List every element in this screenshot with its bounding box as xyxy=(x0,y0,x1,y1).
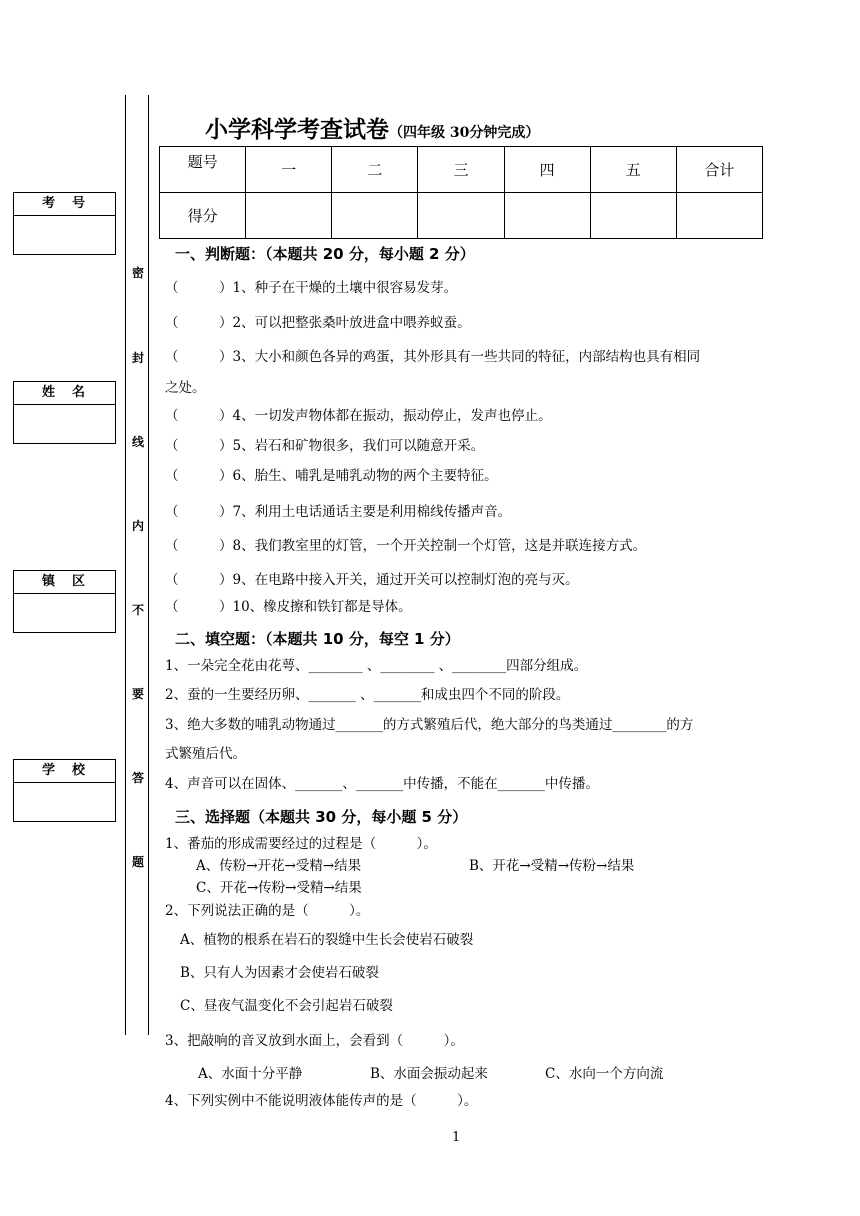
fill-item: 2、蚕的一生要经历卵、_______ 、_______和成虫四个不同的阶段。 xyxy=(165,687,570,703)
score-cell[interactable] xyxy=(504,193,590,239)
seal-char: 内 xyxy=(131,519,144,533)
exam-number-label: 考 号 xyxy=(14,193,115,216)
title-sub: （四年级 30分钟完成） xyxy=(389,125,540,141)
choice-option[interactable]: B、只有人为因素才会使岩石破裂 xyxy=(180,965,379,981)
section3-heading: 三、选择题（本题共 30 分，每小题 5 分） xyxy=(175,808,468,826)
seal-char: 密 xyxy=(131,266,144,280)
seal-char: 题 xyxy=(131,855,144,869)
score-header-cell: 题号 xyxy=(160,147,246,193)
name-label: 姓 名 xyxy=(14,382,115,405)
judge-item: （ ）8、我们教室里的灯管，一个开关控制一个灯管，这是并联连接方式。 xyxy=(165,538,647,554)
choice-option[interactable]: B、开花→受精→传粉→结果 xyxy=(469,858,635,874)
score-header-cell: 五 xyxy=(590,147,676,193)
section2-heading: 二、填空题：（本题共 10 分，每空 1 分） xyxy=(175,630,460,648)
seal-char: 不 xyxy=(131,603,144,617)
seal-char: 封 xyxy=(131,351,144,365)
seal-char: 线 xyxy=(131,435,144,449)
seal-char: 要 xyxy=(131,687,144,701)
choice-option[interactable]: C、开花→传粉→受精→结果 xyxy=(196,880,362,896)
judge-item: （ ）6、胎生、哺乳是哺乳动物的两个主要特征。 xyxy=(165,468,498,484)
choice-question-stem: 1、番茄的形成需要经过的过程是（ ）。 xyxy=(165,836,437,852)
school-label: 学 校 xyxy=(14,760,115,783)
district-label: 镇 区 xyxy=(14,571,115,594)
choice-question-stem: 2、下列说法正确的是（ ）。 xyxy=(165,903,370,919)
binding-line-outer xyxy=(125,95,126,1035)
score-row-label: 得分 xyxy=(160,193,246,239)
fill-item: 3、绝大多数的哺乳动物通过_______的方式繁殖后代，绝大部分的鸟类通过________的方 xyxy=(165,717,694,733)
score-cell[interactable] xyxy=(418,193,504,239)
exam-number-field[interactable] xyxy=(14,216,115,254)
page-number: 1 xyxy=(452,1130,461,1145)
score-header-cell: 四 xyxy=(504,147,590,193)
page-title xyxy=(205,111,539,144)
score-header-cell: 二 xyxy=(332,147,418,193)
judge-item: （ ）10、橡皮擦和铁钉都是导体。 xyxy=(165,599,412,615)
name-field[interactable] xyxy=(14,405,115,443)
title-main: 小学科学考查试卷 xyxy=(205,116,389,143)
choice-option[interactable]: B、水面会振动起来 xyxy=(370,1066,488,1082)
judge-item: （ ）9、在电路中接入开关，通过开关可以控制灯泡的亮与灭。 xyxy=(165,572,579,588)
judge-item: （ ）4、一切发声物体都在振动，振动停止，发声也停止。 xyxy=(165,408,552,424)
district-box xyxy=(13,570,116,633)
score-header-cell: 合计 xyxy=(676,147,762,193)
seal-char: 答 xyxy=(131,771,144,785)
score-cell[interactable] xyxy=(246,193,332,239)
score-header-cell: 三 xyxy=(418,147,504,193)
section1-heading: 一、判断题：（本题共 20 分，每小题 2 分） xyxy=(175,245,475,263)
school-field[interactable] xyxy=(14,783,115,821)
judge-item: （ ）7、利用土电话通话主要是利用棉线传播声音。 xyxy=(165,504,512,520)
choice-option[interactable]: A、传粉→开花→受精→结果 xyxy=(196,858,362,874)
judge-item: （ ）5、岩石和矿物很多，我们可以随意开采。 xyxy=(165,438,485,454)
judge-item: （ ）3、大小和颜色各异的鸡蛋，其外形具有一些共同的特征，内部结构也具有相同 xyxy=(165,349,701,365)
judge-item: （ ）2、可以把整张桑叶放进盒中喂养蚁蚕。 xyxy=(165,315,471,331)
district-field[interactable] xyxy=(14,594,115,632)
name-box xyxy=(13,381,116,444)
fill-item: 1、一朵完全花由花萼、________ 、________ 、________四部分组成。 xyxy=(165,658,588,674)
choice-option[interactable]: C、昼夜气温变化不会引起岩石破裂 xyxy=(180,998,393,1014)
fill-item-continued: 式繁殖后代。 xyxy=(165,746,246,762)
school-box xyxy=(13,759,116,822)
judge-item: （ ）1、种子在干燥的土壤中很容易发芽。 xyxy=(165,280,458,296)
choice-option[interactable]: A、植物的根系在岩石的裂缝中生长会使岩石破裂 xyxy=(180,932,474,948)
exam-number-box xyxy=(13,192,116,255)
score-header-cell: 一 xyxy=(246,147,332,193)
fill-item: 4、声音可以在固体、_______、_______中传播，不能在_______中传播。 xyxy=(165,776,599,792)
choice-question-stem: 4、下列实例中不能说明液体能传声的是（ ）。 xyxy=(165,1093,478,1109)
choice-question-stem: 3、把敲响的音叉放到水面上，会看到（ ）。 xyxy=(165,1033,464,1049)
score-cell[interactable] xyxy=(590,193,676,239)
binding-line-inner xyxy=(148,95,149,1035)
choice-option[interactable]: A、水面十分平静 xyxy=(198,1066,303,1082)
score-cell[interactable] xyxy=(676,193,762,239)
choice-option[interactable]: C、水向一个方向流 xyxy=(545,1066,664,1082)
score-table xyxy=(159,146,763,239)
score-cell[interactable] xyxy=(332,193,418,239)
judge-item-continued: 之处。 xyxy=(165,380,206,396)
